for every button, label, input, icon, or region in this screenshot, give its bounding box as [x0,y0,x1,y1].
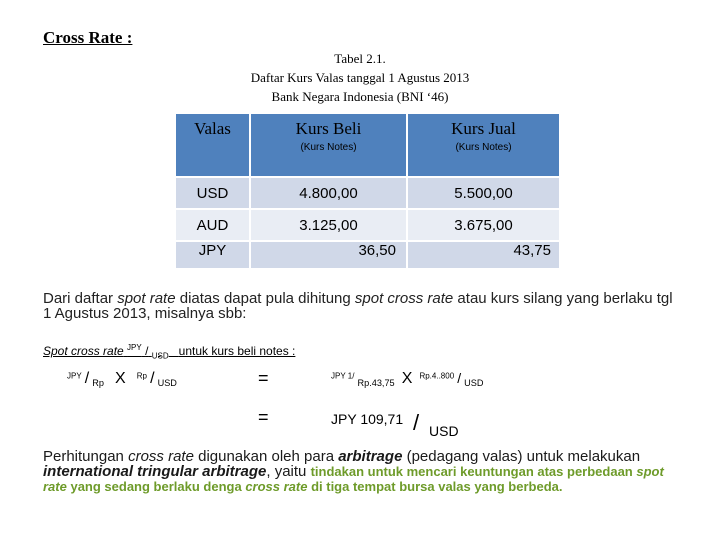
table-row [176,177,559,209]
text: Perhitungan [43,448,129,465]
text: , yaitu [266,463,311,480]
text-italic: spot rate [117,290,176,307]
formula-heading-underlined [43,343,296,361]
sup-text: JPY [127,343,142,352]
text-italic: Spot cross rate [43,344,124,358]
slash: / [457,370,462,386]
table-row [176,241,559,268]
text: Dari daftar [43,290,118,307]
times-sign: X [115,370,126,387]
highlight-text-italic: spot rate [43,464,664,494]
sub-text: Rp.43,75 [357,378,395,389]
result-text: JPY 109,71 [331,411,404,427]
slash: / [84,370,90,387]
table-cell: 5.500,00 [407,177,559,209]
sub-text: Rp [92,378,104,389]
text-bold-italic: international tringular arbitrage [43,463,267,480]
table-cell: 4.800,00 [250,177,407,209]
slash: / [145,344,149,358]
equals-sign: = [258,407,269,427]
page-title: Cross Rate : [43,28,133,47]
sup-text: JPY 1/ [331,371,355,381]
header-label: Valas [194,119,231,138]
table-header-row [176,114,559,177]
sup-text: JPY [67,371,82,381]
formula-expression [67,370,177,388]
sub-text: USD [157,378,177,389]
text: diatas dapat pula dihitung [175,290,355,307]
text-italic: cross rate [128,448,194,465]
header-cell-kurs-jual [407,114,559,177]
sup-text: Rp [136,371,147,381]
table-caption [0,49,720,106]
header-sublabel: (Kurs Notes) [300,142,357,153]
highlight-text-italic: cross rate [245,479,308,494]
table-cell: JPY [176,241,250,268]
text: digunakan oleh para [193,448,339,465]
sub-text: USD [464,378,484,389]
text: atau kurs silang yang berlaku tgl 1 Agustus 2013, misalnya sbb: [43,290,673,322]
table-cell: 3.675,00 [407,209,559,241]
sup-text: Rp.4..800 [419,371,455,381]
caption-line-2: Daftar Kurs Valas tanggal 1 Agustus 2013 [250,70,470,85]
formula-result-1 [331,370,484,388]
header-cell-kurs-beli [250,114,407,177]
header-sublabel: (Kurs Notes) [455,142,512,153]
times-sign: X [401,370,413,387]
slash: / [150,370,155,387]
header-cell-valas [176,114,250,177]
header-label: Kurs Beli [295,119,362,138]
text-bold-italic: arbitrage [338,448,403,465]
table-cell: 43,75 [407,241,559,268]
formula-result-2 [331,404,459,439]
table-cell: AUD [176,209,250,241]
table-cell: 3.125,00 [250,209,407,241]
paragraph-arbitrage [43,449,683,494]
table-cell: 36,50 [250,241,407,268]
exchange-rate-table [176,114,559,268]
header-label: Kurs Jual [451,119,516,138]
highlight-text: tindakan untuk mencari keuntungan atas perbedaan [310,464,637,479]
caption-line-3: Bank Negara Indonesia (BNI ‘46) [271,89,449,104]
sub-text: USD [429,423,459,439]
equals-sign: = [258,368,269,388]
caption-line-1: Tabel 2.1. [334,51,386,66]
text: (pedagang valas) untuk melakukan [402,448,641,465]
formula-heading [43,343,295,360]
table-cell: USD [176,177,250,209]
text-italic: spot cross rate [354,290,454,307]
text: untuk kurs beli notes : [178,344,296,358]
table-row [176,209,559,241]
paragraph-spot-cross-rate [43,291,683,321]
highlight-text: di tiga tempat bursa valas yang berbeda. [307,479,563,494]
sub-text: USD [151,351,169,361]
highlight-text: yang sedang berlaku denga [66,479,246,494]
slash: / [413,410,420,435]
